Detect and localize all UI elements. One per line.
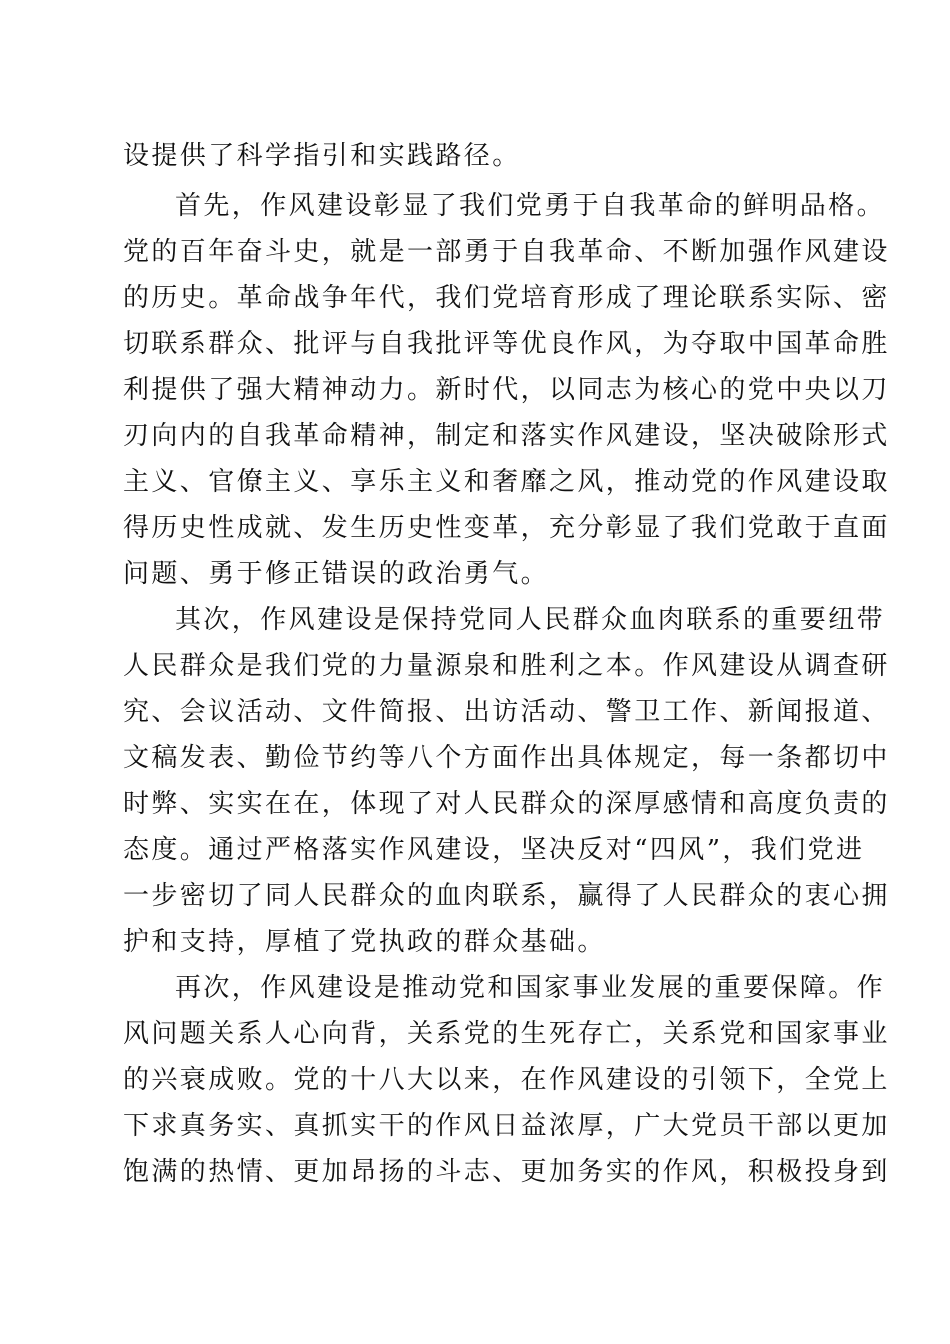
text-line: 设提供了科学指引和实践路径。 <box>123 141 521 171</box>
text-line: 文稿发表、勤俭节约等八个方面作出具体规定，每一条都切中 <box>123 743 890 773</box>
text-line: 的历史。革命战争年代，我们党培育形成了理论联系实际、密 <box>123 283 890 313</box>
text-line: 问题、勇于修正错误的政治勇气。 <box>123 559 550 589</box>
text-line: 护和支持，厚植了党执政的群众基础。 <box>123 927 606 957</box>
paragraph-first-line: 其次，作风建设是保持党同人民群众血肉联系的重要纽带 <box>175 605 886 635</box>
text-line: 得历史性成就、发生历史性变革，充分彰显了我们党敢于直面 <box>123 513 890 543</box>
text-line: 究、会议活动、文件简报、出访活动、警卫工作、新闻报道、 <box>123 697 890 727</box>
text-line: 风问题关系人心向背，关系党的生死存亡，关系党和国家事业 <box>123 1019 890 1049</box>
text-line: 态度。通过严格落实作风建设，坚决反对“四风”，我们党进 <box>123 835 865 865</box>
text-line: 下求真务实、真抓实干的作风日益浓厚，广大党员干部以更加 <box>123 1111 890 1141</box>
text-line: 利提供了强大精神动力。新时代，以同志为核心的党中央以刀 <box>123 375 890 405</box>
text-line: 人民群众是我们党的力量源泉和胜利之本。作风建设从调查研 <box>123 651 890 681</box>
paragraph-first-line: 再次，作风建设是推动党和国家事业发展的重要保障。作 <box>175 973 886 1003</box>
text-line: 饱满的热情、更加昂扬的斗志、更加务实的作风，积极投身到 <box>123 1157 890 1187</box>
text-line: 一步密切了同人民群众的血肉联系，赢得了人民群众的衷心拥 <box>123 881 890 911</box>
text-line: 刃向内的自我革命精神，制定和落实作风建设，坚决破除形式 <box>123 421 890 451</box>
text-line: 切联系群众、批评与自我批评等优良作风，为夺取中国革命胜 <box>123 329 890 359</box>
paragraph-first-line: 首先，作风建设彰显了我们党勇于自我革命的鲜明品格。 <box>175 191 886 221</box>
text-line: 党的百年奋斗史，就是一部勇于自我革命、不断加强作风建设 <box>123 237 890 267</box>
text-line: 时弊、实实在在，体现了对人民群众的深厚感情和高度负责的 <box>123 789 890 819</box>
text-line: 主义、官僚主义、享乐主义和奢靡之风，推动党的作风建设取 <box>123 467 890 497</box>
text-line: 的兴衰成败。党的十八大以来，在作风建设的引领下，全党上 <box>123 1065 890 1095</box>
